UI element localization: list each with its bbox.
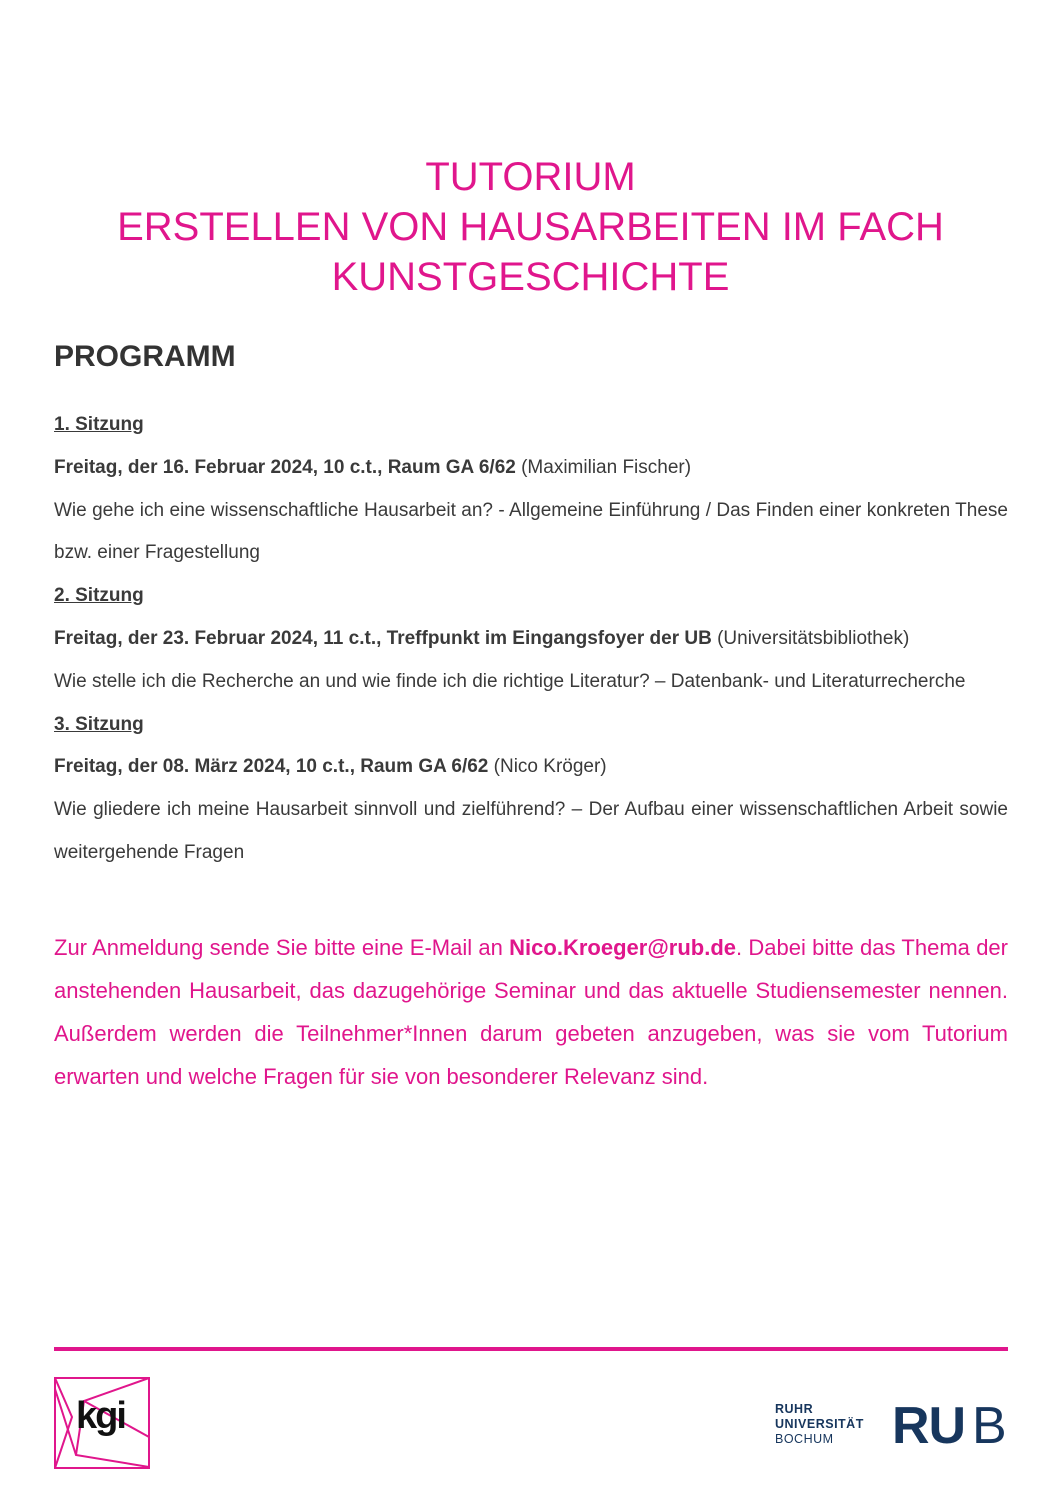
session-date: Freitag, der 08. März 2024, 10 c.t., Raum GA 6/62 [54, 756, 489, 778]
session-host: (Nico Kröger) [488, 756, 607, 778]
session-description: Wie gliedere ich meine Hausarbeit sinnvoll und zielführend? – Der Aufbau einer wissenschaftlichen Arbeit sowie weitergehende Fragen [54, 799, 1008, 863]
program-heading: PROGRAMM [54, 340, 236, 373]
title-line-1: TUTORIUM [425, 155, 636, 199]
session-description: Wie gehe ich eine wissenschaftliche Hausarbeit an? - Allgemeine Einführung / Das Finden einer konkreten These bzw. einer Fragestellung [54, 499, 1008, 564]
rub-line-2: UNIVERSITÄT [775, 1417, 864, 1431]
title-line-2: ERSTELLEN VON HAUSARBEITEN IM FACH [117, 205, 944, 249]
session-date: Freitag, der 16. Februar 2024, 10 c.t., Raum GA 6/62 [54, 456, 516, 478]
session-date: Freitag, der 23. Februar 2024, 11 c.t., Treffpunkt im Eingangsfoyer der UB [54, 627, 712, 649]
session-host: (Universitätsbibliothek) [711, 627, 910, 649]
email-link[interactable]: Nico.Kroeger@rub.de [509, 935, 736, 960]
rub-line-1: RUHR [775, 1402, 814, 1416]
session-title: 1. Sitzung [54, 414, 144, 435]
kgi-logo-text: kgi [76, 1395, 125, 1437]
notice-text-start: Zur Anmeldung sende Sie bitte eine E-Mail an [54, 935, 510, 960]
svg-text:B: B [972, 1399, 1007, 1447]
footer-divider [54, 1347, 1008, 1351]
session-list [54, 404, 1008, 875]
registration-notice [54, 926, 1008, 1098]
session-title: 2. Sitzung [54, 585, 144, 607]
session-date-line [54, 618, 1008, 661]
svg-text:RU: RU [892, 1399, 966, 1447]
title-line-3: KUNSTGESCHICHTE [331, 255, 730, 299]
notice-text-end: . Dabei bitte das Thema der anstehenden Hausarbeit, das dazugehörige Seminar und das aktuelle Studiensemester nennen. Außerdem werden die Teilnehmer*Innen darum gebeten anzugeben, was sie vom Tutorium erwarten und welche Fragen für sie von besonderer Relevanz sind. [54, 935, 1008, 1089]
document-title [0, 152, 1061, 302]
rub-wordmark [775, 1402, 864, 1447]
session-date-line [54, 447, 1008, 490]
session-host: (Maximilian Fischer) [515, 456, 692, 478]
session-1 [54, 404, 1008, 575]
rub-line-3: BOCHUM [775, 1432, 834, 1446]
session-2 [54, 575, 1008, 703]
session-date-line [54, 746, 1008, 789]
rub-logo [892, 1399, 1010, 1447]
session-3 [54, 704, 1008, 875]
session-title: 3. Sitzung [54, 713, 144, 735]
session-description: Wie stelle ich die Recherche an und wie finde ich die richtige Literatur? – Datenbank- und Literaturrecherche [54, 670, 966, 692]
